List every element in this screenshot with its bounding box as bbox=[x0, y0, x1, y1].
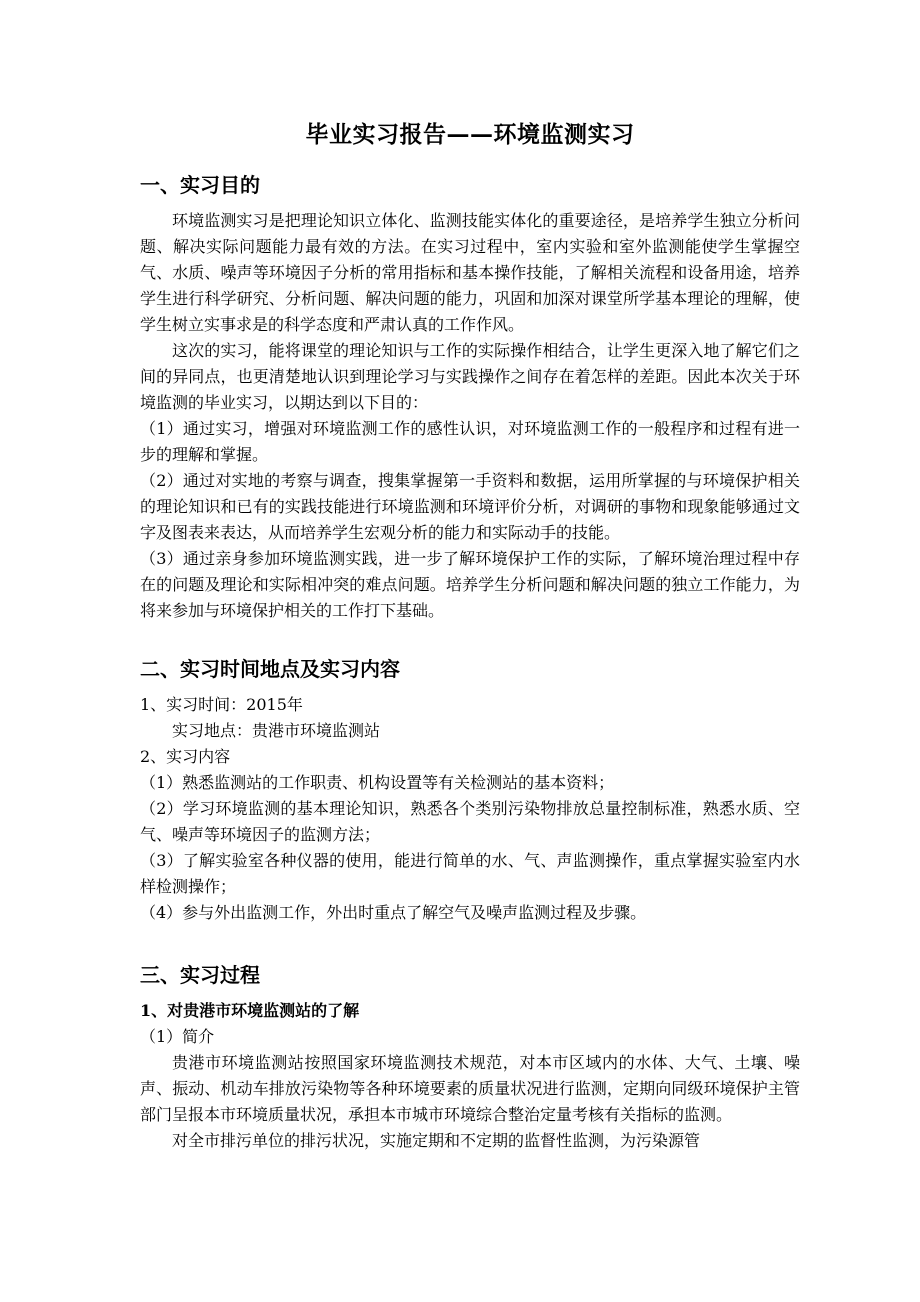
list-item: （2）通过对实地的考察与调查，搜集掌握第一手资料和数据，运用所掌握的与环境保护相关的理论知识和已有的实践技能进行环境监测和环境评价分析，对调研的事物和现象能够通过文字及图表来表达，从而培养学生宏观分析的能力和实际动手的技能。 bbox=[140, 471, 800, 542]
list-item: （3）了解实验室各种仪器的使用，能进行简单的水、气、声监测操作，重点掌握实验室内水样检测操作； bbox=[140, 851, 800, 896]
list-item: 实习地点：贵港市环境监测站 bbox=[172, 721, 381, 740]
paragraph: 环境监测实习是把理论知识立体化、监测技能实体化的重要途径，是培养学生独立分析问题、解决实际问题能力最有效的方法。在实习过程中，室内实验和室外监测能使学生掌握空气、水质、噪声等环境因子分析的常用指标和基本操作技能，了解相关流程和设备用途，培养学生进行科学研究、分析问题、解决问题的能力，巩固和加深对课堂所学基本理论的理解，使学生树立实事求是的科学态度和严肃认真的工作作风。 bbox=[140, 211, 800, 334]
list-item: 1、实习时间：2015年 bbox=[140, 695, 303, 714]
section-heading-purpose: 一、实习目的 bbox=[140, 173, 260, 197]
document-title: 毕业实习报告——环境监测实习 bbox=[305, 121, 635, 148]
spacer bbox=[140, 624, 800, 654]
list-item: （1）熟悉监测站的工作职责、机构设置等有关检测站的基本资料； bbox=[140, 773, 615, 792]
list-item: （4）参与外出监测工作，外出时重点了解空气及噪声监测过程及步骤。 bbox=[140, 903, 647, 922]
list-item: （1）通过实习，增强对环境监测工作的感性认识，对环境监测工作的一般程序和过程有进一步的理解和掌握。 bbox=[140, 419, 800, 464]
paragraph: 贵港市环境监测站按照国家环境监测技术规范，对本市区域内的水体、大气、土壤、噪声、振动、机动车排放污染物等各种环境要素的质量状况进行监测，定期向同级环境保护主管部门呈报本市环境质量状况，承担本市城市环境综合整治定量考核有关指标的监测。 bbox=[140, 1053, 800, 1124]
paragraph: 对全市排污单位的排污状况，实施定期和不定期的监督性监测，为污染源管 bbox=[172, 1131, 701, 1150]
section-heading-process: 三、实习过程 bbox=[140, 963, 260, 987]
list-item: （3）通过亲身参加环境监测实践，进一步了解环境保护工作的实际，了解环境治理过程中存在的问题及理论和实际相冲突的难点问题。培养学生分析问题和解决问题的独立工作能力，为将来参加与环境保护相关的工作打下基础。 bbox=[140, 549, 800, 620]
list-item: 2、实习内容 bbox=[140, 747, 231, 766]
list-item: （1）简介 bbox=[140, 1027, 215, 1046]
section-heading-time-place: 二、实习时间地点及实习内容 bbox=[140, 657, 400, 681]
list-item: （2）学习环境监测的基本理论知识，熟悉各个类别污染物排放总量控制标准，熟悉水质、空气、噪声等环境因子的监测方法； bbox=[140, 799, 800, 844]
paragraph: 这次的实习，能将课堂的理论知识与工作的实际操作相结合，让学生更深入地了解它们之间的异同点，也更清楚地认识到理论学习与实践操作之间存在着怎样的差距。因此本次关于环境监测的毕业实习，以期达到以下目的： bbox=[140, 341, 800, 412]
subsection-heading: 1、对贵港市环境监测站的了解 bbox=[140, 1001, 360, 1020]
spacer bbox=[140, 926, 800, 960]
